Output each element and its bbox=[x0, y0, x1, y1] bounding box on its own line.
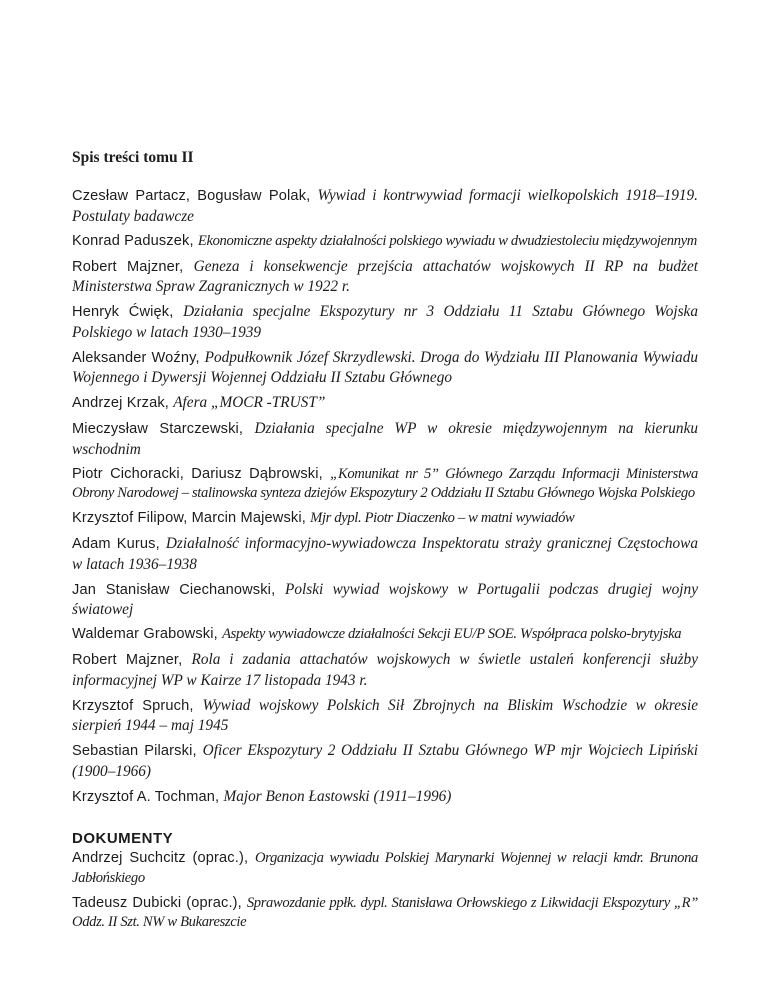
toc-entry bbox=[72, 580, 698, 620]
entry-author: Waldemar Grabowski, bbox=[72, 626, 223, 642]
toc-entry bbox=[72, 302, 698, 342]
entry-title: Sprawozdanie ppłk. dypl. Stanisława Orłowskiego z Likwidacji Ekspozytury „R” Oddz. II Szt. NW w Bukareszcie bbox=[72, 894, 698, 930]
toc-entry bbox=[72, 741, 698, 781]
toc-heading: Spis treści tomu II bbox=[72, 149, 194, 166]
toc-entry bbox=[72, 650, 698, 690]
entry-author: Czesław Partacz, Bogusław Polak, bbox=[72, 188, 318, 204]
entry-author: Jan Stanisław Ciechanowski, bbox=[72, 581, 286, 598]
entry-title: Wywiad wojskowy Polskich Sił Zbrojnych na Bliskim Wschodzie w okresie sierpień 1944 – maj 1945 bbox=[72, 696, 698, 734]
toc-entry bbox=[72, 534, 698, 574]
entry-author: Krzysztof Spruch, bbox=[72, 697, 203, 714]
entry-author: Adam Kurus, bbox=[72, 536, 166, 552]
entry-title: Ekonomiczne aspekty działalności polskiego wywiadu w dwudziestoleciu międzywojennym bbox=[197, 232, 697, 249]
toc-entry bbox=[72, 419, 698, 459]
entry-title: Działalność informacyjno-wywiadowcza Inspektoratu straży granicznej Częstochowa w latach 1936–1938 bbox=[72, 535, 698, 573]
entry-author: Mieczysław Starczewski, bbox=[72, 421, 255, 437]
entry-author: Robert Majzner, bbox=[72, 258, 194, 275]
toc-entry bbox=[72, 232, 698, 252]
entry-title: Geneza i konsekwencje przejścia attachatów wojskowych II RP na budżet Ministerstwa Spraw Zagranicznych w 1922 r. bbox=[72, 257, 699, 295]
table-of-contents bbox=[72, 148, 698, 938]
entry-title: Działania specjalne Ekspozytury nr 3 Oddziału 11 Sztabu Głównego Wojska Polskiego w latach 1930–1939 bbox=[72, 303, 698, 341]
entry-title: Oficer Ekspozytury 2 Oddziału II Sztabu Głównego WP mjr Wojciech Lipiński (1900–1966) bbox=[72, 742, 699, 780]
entry-title: Organizacja wywiadu Polskiej Marynarki Wojennej w relacji kmdr. Brunona Jabłońskiego bbox=[72, 850, 698, 886]
documents-heading: DOKUMENTY bbox=[72, 830, 174, 847]
entry-title: Wywiad i kontrwywiad formacji wielkopolskich 1918–1919. Postulaty badawcze bbox=[72, 187, 699, 225]
entry-title: „Komunikat nr 5” Głównego Zarządu Informacji Ministerstwa Obrony Narodowej – stalinowska synteza dziejów Ekspozytury 2 Oddziału II Sztabu Głównego Wojska Polskiego bbox=[72, 465, 698, 501]
toc-entry bbox=[72, 257, 698, 297]
entry-title: Mjr dypl. Piotr Diaczenko – w matni wywiadów bbox=[310, 510, 575, 526]
entry-author: Sebastian Pilarski, bbox=[72, 743, 203, 759]
entry-title: Major Benon Łastowski (1911–1996) bbox=[223, 787, 452, 805]
toc-entry bbox=[72, 393, 698, 414]
toc-entry bbox=[72, 696, 698, 736]
entry-author: Krzysztof Filipow, Marcin Majewski, bbox=[72, 510, 311, 526]
toc-entry bbox=[72, 348, 698, 388]
entry-author: Tadeusz Dubicki (oprac.), bbox=[72, 894, 247, 911]
entry-title: Polski wywiad wojskowy w Portugalii podczas drugiej wojny światowej bbox=[72, 580, 698, 618]
document-entry bbox=[72, 894, 698, 933]
entry-author: Konrad Paduszek, bbox=[72, 232, 198, 249]
entry-author: Andrzej Suchcitz (oprac.), bbox=[72, 850, 255, 866]
entry-title: Rola i zadania attachatów wojskowych w świetle ustaleń konferencji służby informacyjnej WP w Kairze 17 listopada 1943 r. bbox=[72, 651, 698, 689]
toc-entry bbox=[72, 186, 698, 226]
entry-author: Robert Majzner, bbox=[72, 652, 192, 668]
entry-author: Krzysztof A. Tochman, bbox=[72, 788, 224, 805]
entry-author: Andrzej Krzak, bbox=[72, 395, 174, 411]
entry-title: Podpułkownik Józef Skrzydlewski. Droga do Wydziału III Planowania Wywiadu Wojennego i Dywersji Wojennej Oddziału II Sztabu Głównego bbox=[72, 348, 698, 386]
toc-entry bbox=[72, 787, 698, 808]
entry-title: Działania specjalne WP w okresie międzywojennym na kierunku wschodnim bbox=[72, 420, 699, 458]
entry-title: Afera „MOCR -TRUST” bbox=[173, 394, 326, 411]
entry-author: Henryk Ćwięk, bbox=[72, 304, 184, 320]
toc-entry bbox=[72, 465, 698, 504]
entry-author: Piotr Cichoracki, Dariusz Dąbrowski, bbox=[72, 465, 331, 482]
toc-entries bbox=[72, 186, 698, 807]
documents-entries bbox=[72, 849, 698, 933]
toc-entry bbox=[72, 509, 698, 529]
toc-entry bbox=[72, 625, 698, 645]
entry-author: Aleksander Woźny, bbox=[72, 349, 205, 366]
entry-title: Aspekty wywiadowcze działalności Sekcji EU/P SOE. Współpraca polsko-brytyjska bbox=[222, 626, 682, 642]
document-entry bbox=[72, 849, 698, 888]
